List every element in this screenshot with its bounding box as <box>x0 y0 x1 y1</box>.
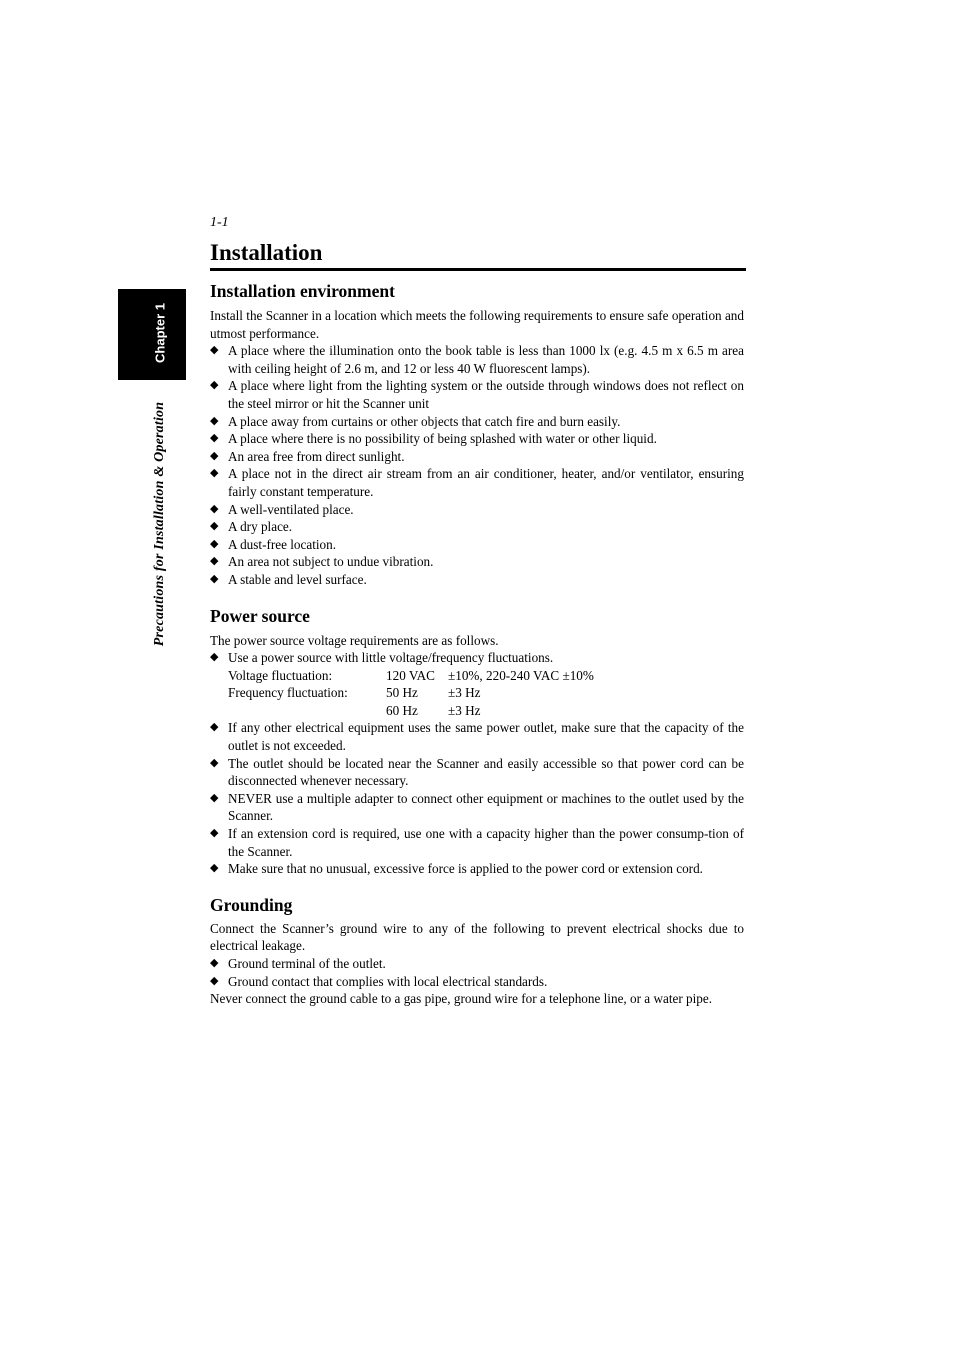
page-number: 1-1 <box>210 215 229 230</box>
installation-environment-intro: Install the Scanner in a location which meets the following requirements to ensure safe operation and utmost performance. <box>210 308 744 341</box>
diamond-bullet-icon: ◆ <box>210 572 219 585</box>
installation-environment-list <box>210 342 744 588</box>
power-source-heading: Power source <box>210 605 310 626</box>
spec-tolerance: ±3 Hz <box>448 685 481 701</box>
list-item: ◆ A place where there is no possibility of being splashed with water or other liquid. <box>210 431 657 447</box>
list-item: ◆ An area not subject to undue vibration. <box>210 554 434 570</box>
spec-label: Frequency fluctuation: <box>228 685 348 701</box>
list-item: ◆ The outlet should be located near the Scanner and easily accessible so that power cord can be disconnected whenever necessary. <box>210 755 744 789</box>
diamond-bullet-icon: ◆ <box>210 555 219 568</box>
power-source-intro: The power source voltage requirements are as follows. <box>210 632 499 648</box>
power-source-first-list <box>210 649 744 667</box>
list-item: ◆ Use a power source with little voltage/frequency fluctuations. <box>210 650 554 666</box>
spec-tolerance: ±3 Hz <box>448 702 481 718</box>
list-item: ◆ An area free from direct sunlight. <box>210 448 405 464</box>
grounding-intro: Connect the Scanner’s ground wire to any of the following to prevent electrical shocks due to electrical leakage. <box>210 920 744 954</box>
diamond-bullet-icon: ◆ <box>210 449 219 462</box>
diamond-bullet-icon: ◆ <box>210 379 219 392</box>
spec-row <box>228 667 744 685</box>
diamond-bullet-icon: ◆ <box>210 432 219 445</box>
diamond-bullet-icon: ◆ <box>210 502 219 515</box>
diamond-bullet-icon: ◆ <box>210 537 219 550</box>
diamond-bullet-icon: ◆ <box>210 862 219 875</box>
diamond-bullet-icon: ◆ <box>210 974 219 987</box>
spec-row <box>228 684 744 702</box>
spec-label <box>228 702 386 720</box>
spec-row <box>228 702 744 720</box>
diamond-bullet-icon: ◆ <box>210 344 219 357</box>
chapter-label: Chapter 1 <box>152 303 168 363</box>
diamond-bullet-icon: ◆ <box>210 791 219 804</box>
diamond-bullet-icon: ◆ <box>210 520 219 533</box>
list-item: ◆ A place away from curtains or other objects that catch fire and burn easily. <box>210 413 621 429</box>
diamond-bullet-icon: ◆ <box>210 721 219 734</box>
list-item: ◆ A dust-free location. <box>210 536 337 552</box>
list-item: ◆ If any other electrical equipment uses the same power outlet, make sure that the capacity of the outlet is not exceeded. <box>210 720 744 754</box>
installation-environment-heading: Installation environment <box>210 281 395 301</box>
grounding-list <box>210 955 744 990</box>
spec-label: Voltage fluctuation: <box>228 667 333 683</box>
list-item: ◆ A place not in the direct air stream from an air conditioner, heater, and/or ventilator, ensuring fairly constant temperature. <box>210 466 744 499</box>
list-item: ◆ If an extension cord is required, use one with a capacity higher than the power consump-tion of the Scanner. <box>210 826 744 859</box>
diamond-bullet-icon: ◆ <box>210 651 219 664</box>
diamond-bullet-icon: ◆ <box>210 827 219 840</box>
list-item: ◆ A place where light from the lighting system or the outside through windows does not reflect on the steel mirror or hit the Scanner unit <box>210 378 744 411</box>
diamond-bullet-icon: ◆ <box>210 957 219 969</box>
list-item: ◆ Make sure that no unusual, excessive force is applied to the power cord or extension cord. <box>210 861 703 877</box>
list-item: ◆ Ground contact that complies with local electrical standards. <box>210 973 548 989</box>
list-item: ◆ A well-ventilated place. <box>210 501 354 517</box>
spec-tolerance: ±10%, 220-240 VAC ±10% <box>448 667 594 683</box>
side-section-title: Precautions for Installation & Operation <box>152 401 167 647</box>
power-source-list <box>210 719 744 877</box>
grounding-heading: Grounding <box>210 894 293 915</box>
spec-value: 120 VAC <box>386 667 435 683</box>
grounding-closing: Never connect the ground cable to a gas pipe, ground wire for a telephone line, or a water pipe. <box>210 991 713 1007</box>
list-item: ◆ Ground terminal of the outlet. <box>210 956 386 971</box>
power-spec-table <box>228 667 744 720</box>
list-item: ◆ NEVER use a multiple adapter to connect other equipment or machines to the outlet used by the Scanner. <box>210 790 744 824</box>
diamond-bullet-icon: ◆ <box>210 467 219 480</box>
page-title: Installation <box>210 239 746 271</box>
list-item: ◆ A dry place. <box>210 519 293 535</box>
page-content <box>210 214 744 1008</box>
list-item: ◆ A stable and level surface. <box>210 571 367 587</box>
diamond-bullet-icon: ◆ <box>210 756 219 769</box>
list-item: ◆ A place where the illumination onto the book table is less than 1000 lx (e.g. 4.5 m x 6.5 m area with ceiling height of 2.6 m, and 12 or less 40 W fluorescent lamps). <box>210 343 744 376</box>
diamond-bullet-icon: ◆ <box>210 414 219 427</box>
spec-value: 50 Hz <box>386 685 418 701</box>
spec-value: 60 Hz <box>386 702 418 718</box>
